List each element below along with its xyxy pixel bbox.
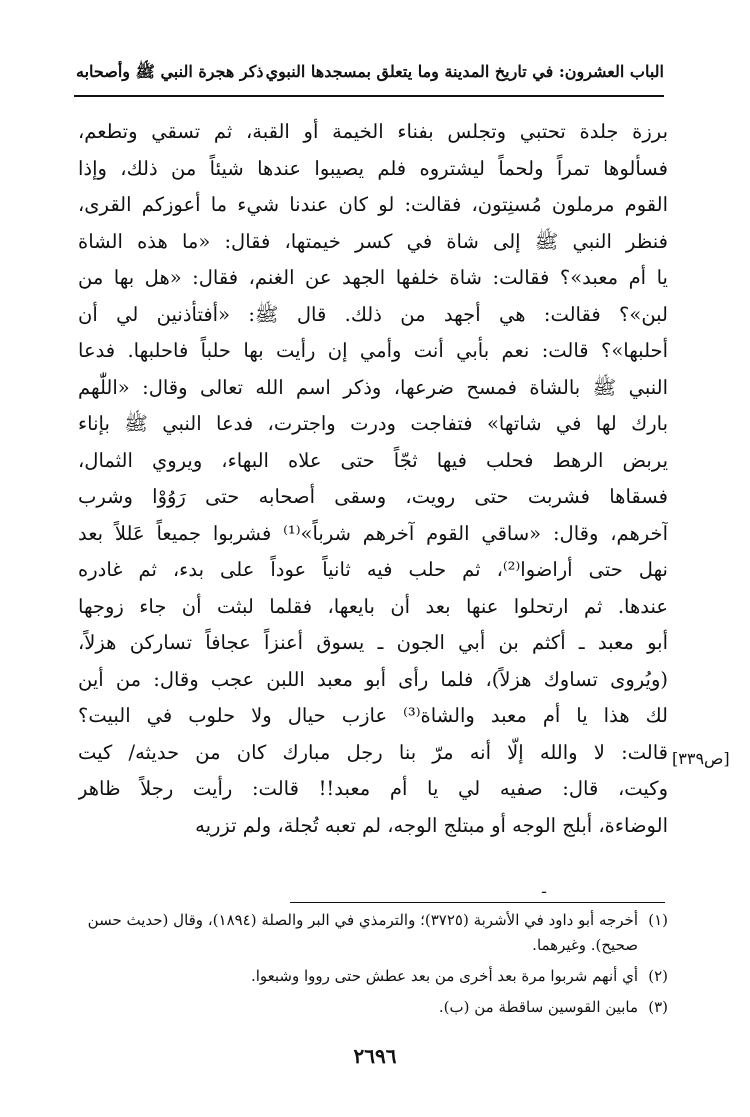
text-line: لك هذا يا أم معبد والشاة⁽³⁾ عازب حيال ولا حلوب في البيت؟ [78, 704, 668, 727]
text-line: وكيت، قال: صفيه لي يا أم معبد!! قالت: رأيت رجلاً ظاهر [78, 777, 668, 800]
text-line: القوم مرملون مُسنِتون، فقالت: لو كان عندنا شيء ما أعوزكم القرى، [78, 193, 668, 216]
main-text [78, 114, 668, 844]
text-line: لبن»؟ فقالت: هي أجهد من ذلك. قال ﷺ: «أفتأذنين لي أن [78, 302, 668, 326]
text-line: آخرهم، وقال: «ساقي القوم آخرهم شرباً»⁽¹⁾ فشربوا جميعاً عَللاً بعد [78, 521, 668, 545]
text-line: أحلبها»؟ قالت: نعم بأبي أنت وأمي إن رأيت بها حلباً فاحلبها. فدعا [78, 339, 668, 362]
header-chapter-title: الباب العشرون: في تاريخ المدينة وما يتعلق بمسجدها النبوي [265, 62, 664, 81]
footnote-number: (٢) [648, 967, 668, 985]
footnotes [74, 908, 668, 1026]
text-line: بارك لها في شاتها» فتفاجت ودرت واجترت، فدعا النبي ﷺ بإناء [78, 412, 668, 435]
stray-mark: ـ [542, 881, 547, 897]
text-line: نهل حتى أراضوا⁽²⁾، ثم حلب فيه ثانياً عوداً على بدء، ثم غادره [78, 558, 668, 581]
text-line: أبو معبد ـ أكثم بن أبي الجون ـ يسوق أعنزاً عجافاً تساركن هزلاً، [78, 631, 668, 654]
footnote-number: (١) [648, 911, 668, 929]
text-line: فنظر النبي ﷺ إلى شاة في كسر خيمتها، فقال: «ما هذه الشاة [78, 229, 668, 253]
text-line: فسألوها تمراً ولحماً ليشتروه فلم يصيبوا عندها شيئاً من ذلك، وإذا [78, 156, 668, 180]
footnote-number: (٣) [648, 998, 668, 1016]
text-line: (ويُروى تساوك هزلاً)، فلما رأى أبو معبد اللبن عجب وقال: من أين [78, 667, 668, 691]
running-header [76, 60, 664, 88]
footnote [74, 908, 668, 958]
header-section-title: ذكر هجرة النبي ﷺ وأصحابه [76, 62, 264, 81]
text-line: الوضاءة، أبلج الوجه أو مبتلج الوجه، لم تعبه تُجلة، ولم تزريه [195, 813, 668, 837]
header-divider [74, 95, 664, 97]
text-line: النبي ﷺ بالشاة فمسح ضرعها، وذكر اسم الله تعالى وقال: «اللّٰهم [78, 375, 668, 399]
footnote [74, 964, 668, 989]
footnote-text: أخرجه أبو داود في الأشربة (٣٧٢٥)؛ والترمذي في البر والصلة (١٨٩٤)، وقال (حديث حسن صحيح). وغيرهما. [87, 911, 638, 954]
text-line: قالت: لا والله إلّا أنه مرّ بنا رجل مبارك كان من حديثه/ كيت [78, 740, 668, 764]
page-number: ٢٦٩٦ [353, 1044, 397, 1068]
manuscript-page-marker: [ص٣٣٩] [672, 749, 730, 768]
footnote [74, 995, 668, 1020]
text-line: يا أم معبد»؟ فقالت: شاة خلفها الجهد عن الغنم، فقال: «هل بها من [78, 266, 668, 289]
text-line: يربض الرهط فحلب فيها ثجّاً حتى علاه البهاء، ويروي الثمال، [78, 448, 668, 472]
text-line: عندها. ثم ارتحلوا عنها بعد أن بايعها، فقلما لبثت أن جاء زوجها [78, 594, 668, 618]
footnote-text: مابين القوسين ساقطة من (ب). [438, 998, 638, 1016]
text-line: فسقاها فشربت حتى رويت، وسقى أصحابه حتى رَوُوْا وشرب [78, 485, 668, 508]
footnote-text: أي أنهم شربوا مرة بعد أخرى من بعد عطش حتى رووا وشبعوا. [250, 967, 638, 985]
text-line: برزة جلدة تحتبي وتجلس بفناء الخيمة أو القبة، ثم تسقي وتطعم، [78, 120, 668, 143]
footnote-divider [290, 902, 665, 903]
